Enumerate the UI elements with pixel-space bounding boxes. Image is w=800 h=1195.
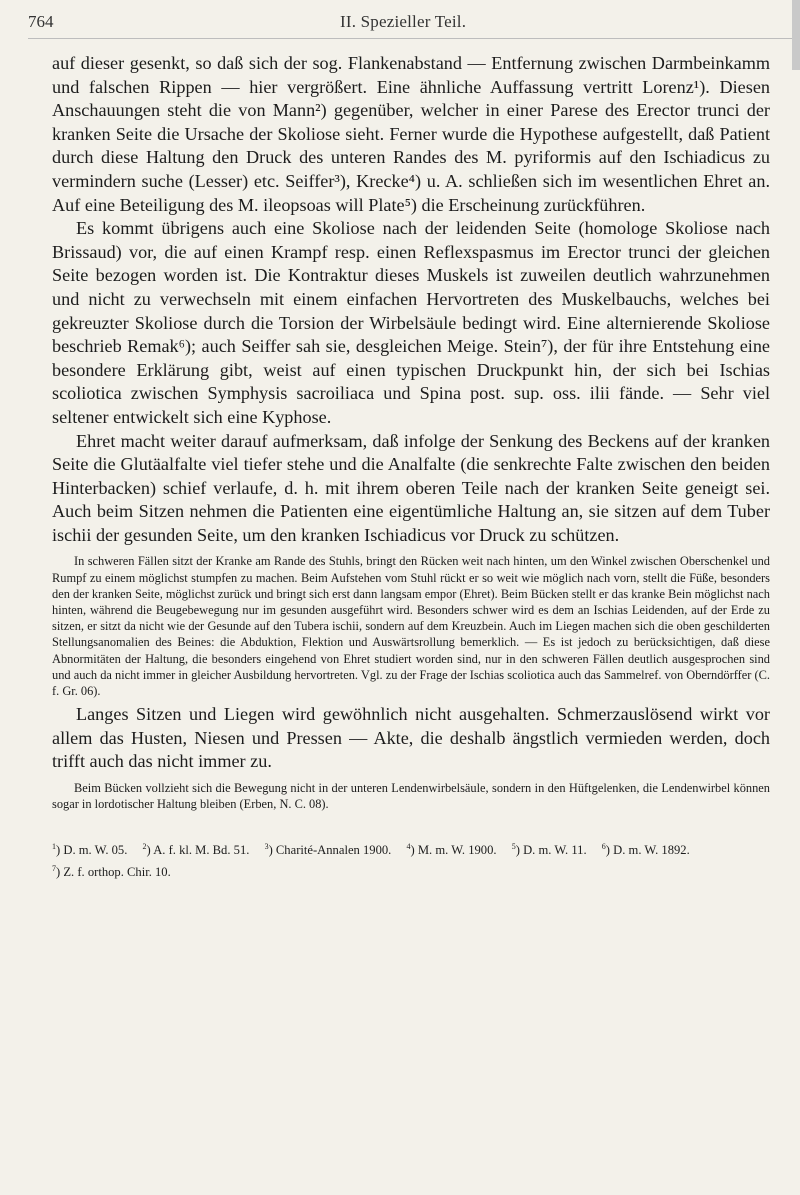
small-print-paragraph: Beim Bücken vollzieht sich die Bewegung nicht in der unteren Lendenwirbelsäule, sondern in den Hüftgelenken, die Lendenwirbel können sogar in lordotischer Haltung bleiben (Erben, N. C. 08). (52, 781, 770, 812)
footnote-number: 7 (52, 863, 56, 873)
page-number: 764 (28, 12, 54, 31)
footnote-text: D. m. W. 05. (63, 843, 128, 858)
footnote-number: 3 (264, 842, 269, 852)
paragraph: Es kommt übrigens auch eine Skoliose nach der leidenden Seite (homologe Skoliose nach Brissaud) vor, die auf einen Krampf resp. einen Reflexspasmus im Erector trunci der gleichen Seite bezogen worden ist. Die Kontraktur dieses Muskels ist zuweilen deutlich wahrzunehmen und nicht zu verwechseln mit einem einfachen Hervortreten des Muskelbauchs, welches bei gekreuzter Skoliose durch die Torsion der Wirbelsäule bedingt wird. Eine alternierende Skoliose beschrieb Remak⁶); auch Seiffer sah sie, desgleichen Meige. Stein⁷), der für ihre Entstehung eine besondere Erklärung gibt, weist auf einen typischen Druckpunkt hin, der sich bei Ischias scoliotica zwischen Symphysis sacroiliaca und Spina post. sup. oss. ilii fände. — Sehr viel seltener entwickelt sich eine Kyphose. (52, 218, 770, 427)
footnotes (52, 838, 770, 880)
footnote-number: 2 (142, 842, 147, 852)
footnote: $^7$) Z. f. orthop. Chir. 10. (52, 863, 171, 879)
footnote: $^5$) D. m. W. 11. (511, 842, 587, 858)
header-rule (28, 38, 792, 39)
footnote-number: 4 (406, 842, 411, 852)
footnote-text: D. m. W. 11. (523, 843, 587, 858)
footnote-number: 1 (52, 842, 56, 852)
footnote-text: M. m. W. 1900. (417, 843, 497, 858)
small-print-paragraph: In schweren Fällen sitzt der Kranke am Rande des Stuhls, bringt den Rücken weit nach hinten, um den Winkel zwischen Oberschenkel und Rumpf zu einem möglichst stumpfen zu machen. Beim Aufstehen vom Stuhl rückt er so weit wie möglich nach vorn, stellt die Füße, besonders den der kranken Seite, möglichst zurück und bringt sich erst dann langsam empor (Ehret). Beim Bücken stellt er das kranke Bein möglichst nach hinten, während die Beugebewegung nur im gesunden ausgeführt wird. Besonders schwer wird es dem an Ischias Leidenden, auf der Erde zu sitzen, er sitzt da nicht wie der Gesunde auf den Tubera ischii, sondern auf dem Kreuzbein. Auch im Liegen machen sich die oben geschilderten Stellungsanomalien des Beines: die Abduktion, Flektion und Auswärtsrollung bemerklich. — Es ist jedoch zu berücksichtigen, daß diese Abnormitäten der Haltung, die besonders eingehend von Ehret studiert worden sind, nur in den schweren Fällen deutlich ausgesprochen sind und auch da nicht immer in gleicher Ausbildung hervortreten. Vgl. zu der Frage der Ischias scoliotica auch das Sammelref. von Oberndörffer (C. f. Gr. 06). (52, 554, 770, 699)
body-text (52, 52, 770, 881)
scan-edge-shadow (792, 0, 800, 70)
footnote: $^6$) D. m. W. 1892. (601, 842, 690, 858)
footnote-number: 6 (601, 842, 606, 852)
footnote: $^2$) A. f. kl. M. Bd. 51. (142, 842, 250, 858)
paragraph: auf dieser gesenkt, so daß sich der sog. Flankenabstand — Entfernung zwischen Darmbeinkamm und falschen Rippen — hier vergrößert. Eine ähnliche Auffassung vertritt Lorenz¹). Diesen Anschauungen steht die von Mann²) gegenüber, welcher in einer Parese des Erector trunci der kranken Seite die Ursache der Skoliose sieht. Ferner wurde die Hypothese aufgestellt, daß Patient durch diese Haltung den Druck des unteren Randes des M. pyriformis auf den Ischiadicus zu vermindern suche (Lesser) etc. Seiffer³), Krecke⁴) u. A. schließen sich im wesentlichen Ehret an. Auf eine Beteiligung des M. ileopsoas will Plate⁵) die Erscheinung zurückführen. (52, 53, 770, 215)
footnote-text: A. f. kl. M. Bd. 51. (153, 843, 250, 858)
footnote-number: 5 (511, 842, 516, 852)
running-title: II. Spezieller Teil. (340, 12, 467, 31)
footnote: $^3$) Charité-Annalen 1900. (264, 842, 392, 858)
footnote: $^1$) D. m. W. 05. (52, 842, 128, 858)
footnote-text: Charité-Annalen 1900. (275, 843, 392, 858)
paragraph: Langes Sitzen und Liegen wird gewöhnlich nicht ausgehalten. Schmerzauslösend wirkt vor allem das Husten, Niesen und Pressen — Akte, die deshalb ängstlich vermieden werden, doch trifft auch das nicht immer zu. (52, 704, 770, 772)
footnote-text: D. m. W. 1892. (613, 843, 690, 858)
footnote-text: Z. f. orthop. Chir. 10. (63, 864, 171, 879)
footnote: $^4$) M. m. W. 1900. (406, 842, 497, 858)
paragraph: Ehret macht weiter darauf aufmerksam, daß infolge der Senkung des Beckens auf der kranken Seite die Glutäalfalte viel tiefer stehe und die Analfalte (die senkrechte Falte zwischen den beiden Hinterbacken) schief verlaufe, d. h. mit ihrem oberen Teile nach der kranken Seite geneigt sei. Auch beim Sitzen nehmen die Patienten eine eigentümliche Haltung an, sie sitzen auf dem Tuber ischii der gesunden Seite, um den kranken Ischiadicus vor Druck zu schützen. (52, 430, 770, 545)
page-header (28, 12, 772, 38)
